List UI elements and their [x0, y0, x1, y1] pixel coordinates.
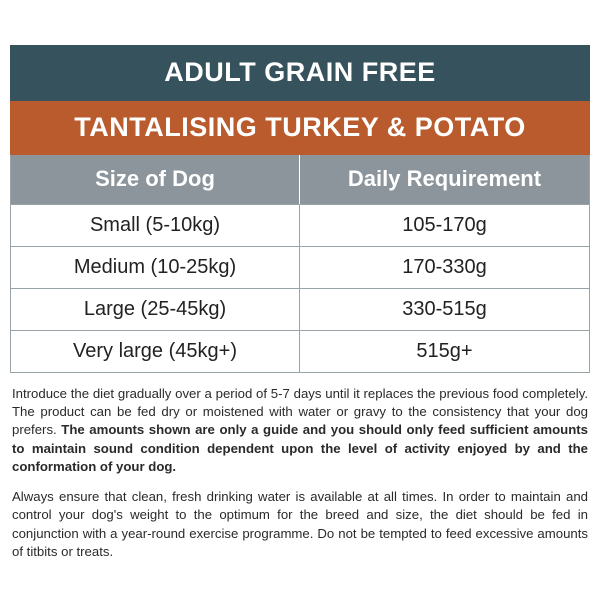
- cell-size: Medium (10-25kg): [11, 247, 300, 288]
- table-row: [11, 330, 589, 372]
- table-row: [11, 204, 589, 246]
- cell-amount: 330-515g: [402, 298, 487, 320]
- note-text-plain: Introduce the diet gradually over a period of 5-7 days until it replaces the previous food completely. The product can be fed dry or moistened with water or gravy to the consistency that your dog prefers.: [12, 386, 588, 438]
- cell-amount: 515g+: [416, 340, 473, 362]
- feeding-table: [10, 155, 590, 373]
- cell-amount: 105-170g: [402, 214, 487, 236]
- cell-size: Small (5-10kg): [11, 205, 300, 246]
- cell-size: Very large (45kg+): [11, 331, 300, 372]
- note-paragraph-2: Always ensure that clean, fresh drinking water is available at all times. In order to maintain and control your dog's weight to the optimum for the breed and size, the diet should be fed in conjunction with a year-round exercise programme. Do not be tempted to feed excessive amounts of titbits or treats.: [12, 489, 588, 559]
- column-header-requirement: Daily Requirement: [347, 166, 542, 191]
- table-row: [11, 288, 589, 330]
- feeding-notes: [10, 385, 590, 561]
- cell-size: Large (25-45kg): [11, 289, 300, 330]
- column-header-size: Size of Dog: [11, 155, 300, 204]
- table-row: [11, 246, 589, 288]
- product-range-banner: ADULT GRAIN FREE: [10, 45, 590, 101]
- product-flavour-banner: TANTALISING TURKEY & POTATO: [10, 101, 590, 155]
- note-text-emphasis: The amounts shown are only a guide and you should only feed sufficient amounts to maintain sound condition dependent upon the level of activity enjoyed by and the conformation of your dog.: [12, 422, 588, 474]
- table-header-row: [11, 155, 589, 204]
- cell-amount: 170-330g: [402, 256, 487, 278]
- note-paragraph-1: [12, 385, 588, 476]
